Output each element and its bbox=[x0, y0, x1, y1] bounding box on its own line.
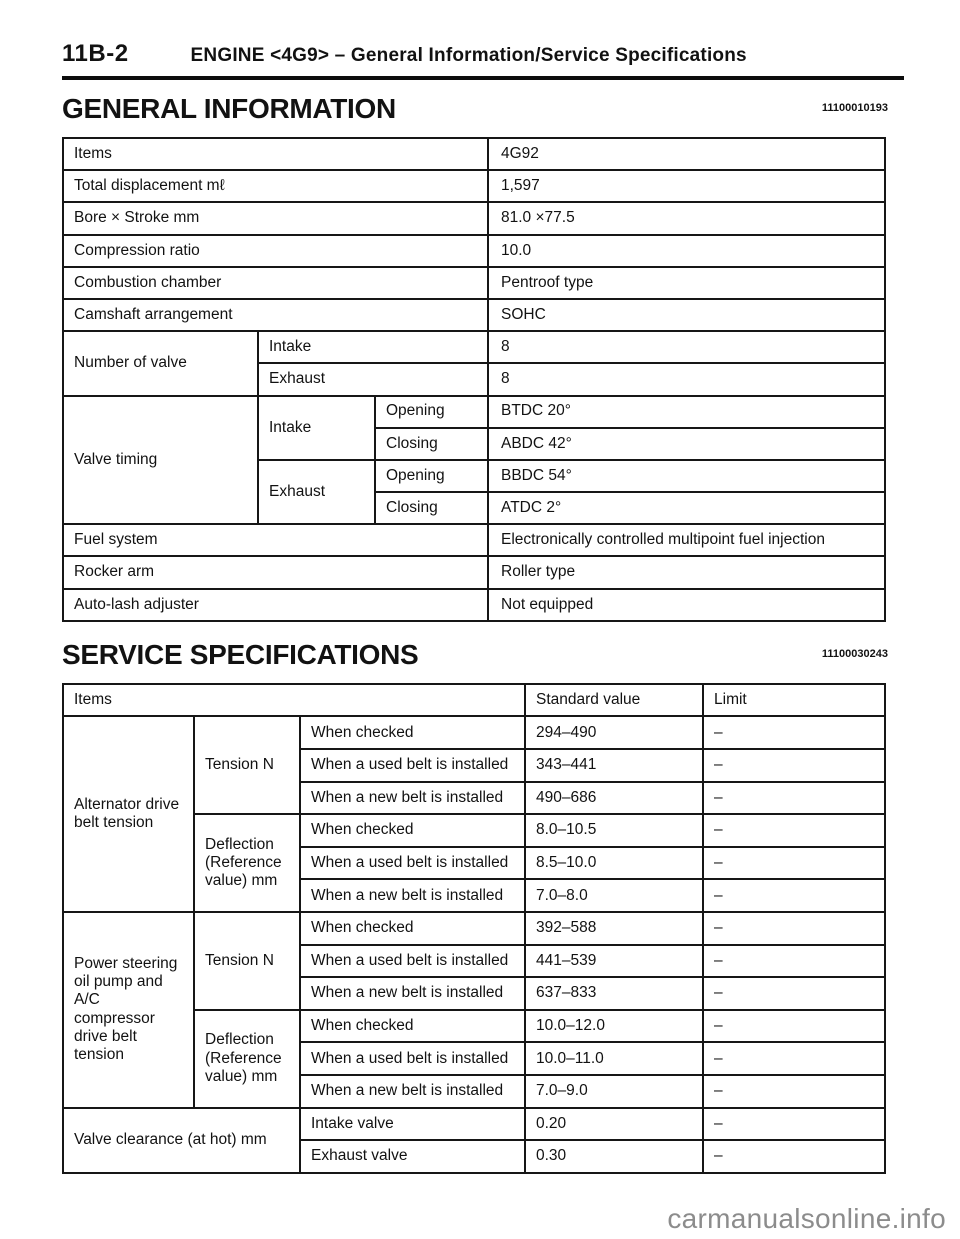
limit-cell: – bbox=[703, 1140, 885, 1173]
event-label-cell: Closing bbox=[375, 492, 488, 524]
group-label-cell: Number of valve bbox=[63, 331, 258, 395]
item-value-cell: Not equipped bbox=[488, 589, 885, 621]
condition-cell: When checked bbox=[300, 814, 525, 847]
item-label-cell: Combustion chamber bbox=[63, 267, 488, 299]
section-code: 11100010193 bbox=[821, 102, 888, 114]
item-label-cell: Fuel system bbox=[63, 524, 488, 556]
item-value-cell: BTDC 20° bbox=[488, 396, 885, 428]
header-title: ENGINE <4G9> – General Information/Service Specifications bbox=[190, 45, 747, 66]
sub-label-cell: Deflection (Reference value) mm bbox=[194, 814, 300, 912]
sub-label-cell: Tension N bbox=[194, 716, 300, 814]
general-information-table bbox=[62, 137, 886, 622]
sub-label-cell: Tension N bbox=[194, 912, 300, 1010]
standard-value-cell: 441–539 bbox=[525, 945, 703, 978]
column-header-items: Items bbox=[63, 684, 525, 717]
event-label-cell: Opening bbox=[375, 460, 488, 492]
port-label-cell: Intake bbox=[258, 396, 375, 460]
item-label-cell: Rocker arm bbox=[63, 556, 488, 588]
group-label-cell: Power steering oil pump and A/C compressor drive belt tension bbox=[63, 912, 194, 1108]
limit-cell: – bbox=[703, 847, 885, 880]
standard-value-cell: 0.30 bbox=[525, 1140, 703, 1173]
port-label-cell: Exhaust bbox=[258, 460, 375, 524]
condition-cell: When checked bbox=[300, 1010, 525, 1043]
condition-cell: When a used belt is installed bbox=[300, 1042, 525, 1075]
event-label-cell: Opening bbox=[375, 396, 488, 428]
table-row bbox=[63, 396, 885, 428]
item-value-cell: 8 bbox=[488, 331, 885, 363]
service-specifications-section bbox=[62, 639, 902, 1174]
item-label-cell: Items bbox=[63, 138, 488, 170]
condition-cell: When a used belt is installed bbox=[300, 945, 525, 978]
port-label-cell: Intake bbox=[258, 331, 488, 363]
item-label-cell: Camshaft arrangement bbox=[63, 299, 488, 331]
item-value-cell: 8 bbox=[488, 363, 885, 395]
item-value-cell: Pentroof type bbox=[488, 267, 885, 299]
page-number: 11B-2 bbox=[62, 40, 129, 67]
standard-value-cell: 392–588 bbox=[525, 912, 703, 945]
group-label-cell: Valve timing bbox=[63, 396, 258, 525]
standard-value-cell: 637–833 bbox=[525, 977, 703, 1010]
service-specifications-table bbox=[62, 683, 886, 1174]
table-row bbox=[63, 912, 885, 945]
standard-value-cell: 10.0–12.0 bbox=[525, 1010, 703, 1043]
table-row bbox=[63, 331, 885, 363]
condition-cell: Intake valve bbox=[300, 1108, 525, 1141]
limit-cell: – bbox=[703, 945, 885, 978]
standard-value-cell: 490–686 bbox=[525, 782, 703, 815]
column-header-limit: Limit bbox=[703, 684, 885, 717]
limit-cell: – bbox=[703, 782, 885, 815]
item-value-cell: ABDC 42° bbox=[488, 428, 885, 460]
item-value-cell: Roller type bbox=[488, 556, 885, 588]
item-value-cell: ATDC 2° bbox=[488, 492, 885, 524]
item-value-cell: BBDC 54° bbox=[488, 460, 885, 492]
table-row bbox=[63, 235, 885, 267]
condition-cell: When a new belt is installed bbox=[300, 879, 525, 912]
table-row bbox=[63, 299, 885, 331]
item-value-cell: SOHC bbox=[488, 299, 885, 331]
group-label-cell: Alternator drive belt tension bbox=[63, 716, 194, 912]
standard-value-cell: 0.20 bbox=[525, 1108, 703, 1141]
table-header-row bbox=[63, 684, 885, 717]
limit-cell: – bbox=[703, 716, 885, 749]
table-row bbox=[63, 138, 885, 170]
running-header bbox=[62, 40, 902, 68]
condition-cell: When a new belt is installed bbox=[300, 977, 525, 1010]
condition-cell: When checked bbox=[300, 912, 525, 945]
table-row bbox=[63, 589, 885, 621]
section-title-general-information: GENERAL INFORMATION bbox=[62, 93, 396, 124]
header-rule bbox=[62, 76, 904, 80]
condition-cell: When a new belt is installed bbox=[300, 1075, 525, 1108]
item-value-cell: 10.0 bbox=[488, 235, 885, 267]
table-row bbox=[63, 267, 885, 299]
watermark: carmanualsonline.info bbox=[667, 1203, 946, 1234]
condition-cell: Exhaust valve bbox=[300, 1140, 525, 1173]
event-label-cell: Closing bbox=[375, 428, 488, 460]
item-label-cell: Total displacement mℓ bbox=[63, 170, 488, 202]
table-row bbox=[63, 716, 885, 749]
general-information-section bbox=[62, 93, 902, 622]
limit-cell: – bbox=[703, 814, 885, 847]
port-label-cell: Exhaust bbox=[258, 363, 488, 395]
limit-cell: – bbox=[703, 1075, 885, 1108]
limit-cell: – bbox=[703, 879, 885, 912]
standard-value-cell: 343–441 bbox=[525, 749, 703, 782]
limit-cell: – bbox=[703, 977, 885, 1010]
limit-cell: – bbox=[703, 1108, 885, 1141]
item-label-cell: Bore × Stroke mm bbox=[63, 202, 488, 234]
column-header-standard-value: Standard value bbox=[525, 684, 703, 717]
limit-cell: – bbox=[703, 1042, 885, 1075]
table-row bbox=[63, 202, 885, 234]
limit-cell: – bbox=[703, 1010, 885, 1043]
sub-label-cell: Deflection (Reference value) mm bbox=[194, 1010, 300, 1108]
table-row bbox=[63, 1108, 885, 1141]
limit-cell: – bbox=[703, 749, 885, 782]
condition-cell: When a used belt is installed bbox=[300, 847, 525, 880]
item-value-cell: 4G92 bbox=[488, 138, 885, 170]
table-row bbox=[63, 524, 885, 556]
item-label-cell: Auto-lash adjuster bbox=[63, 589, 488, 621]
item-label-cell: Compression ratio bbox=[63, 235, 488, 267]
condition-cell: When a new belt is installed bbox=[300, 782, 525, 815]
item-value-cell: 81.0 ×77.5 bbox=[488, 202, 885, 234]
standard-value-cell: 294–490 bbox=[525, 716, 703, 749]
table-row bbox=[63, 170, 885, 202]
standard-value-cell: 7.0–8.0 bbox=[525, 879, 703, 912]
standard-value-cell: 8.5–10.0 bbox=[525, 847, 703, 880]
limit-cell: – bbox=[703, 912, 885, 945]
group-label-cell: Valve clearance (at hot) mm bbox=[63, 1108, 300, 1173]
standard-value-cell: 8.0–10.5 bbox=[525, 814, 703, 847]
section-title-service-specifications: SERVICE SPECIFICATIONS bbox=[62, 638, 419, 670]
section-code: 11100030243 bbox=[821, 647, 888, 660]
condition-cell: When checked bbox=[300, 716, 525, 749]
standard-value-cell: 10.0–11.0 bbox=[525, 1042, 703, 1075]
table-row bbox=[63, 556, 885, 588]
item-value-cell: Electronically controlled multipoint fuel injection bbox=[488, 524, 885, 556]
standard-value-cell: 7.0–9.0 bbox=[525, 1075, 703, 1108]
condition-cell: When a used belt is installed bbox=[300, 749, 525, 782]
item-value-cell: 1,597 bbox=[488, 170, 885, 202]
